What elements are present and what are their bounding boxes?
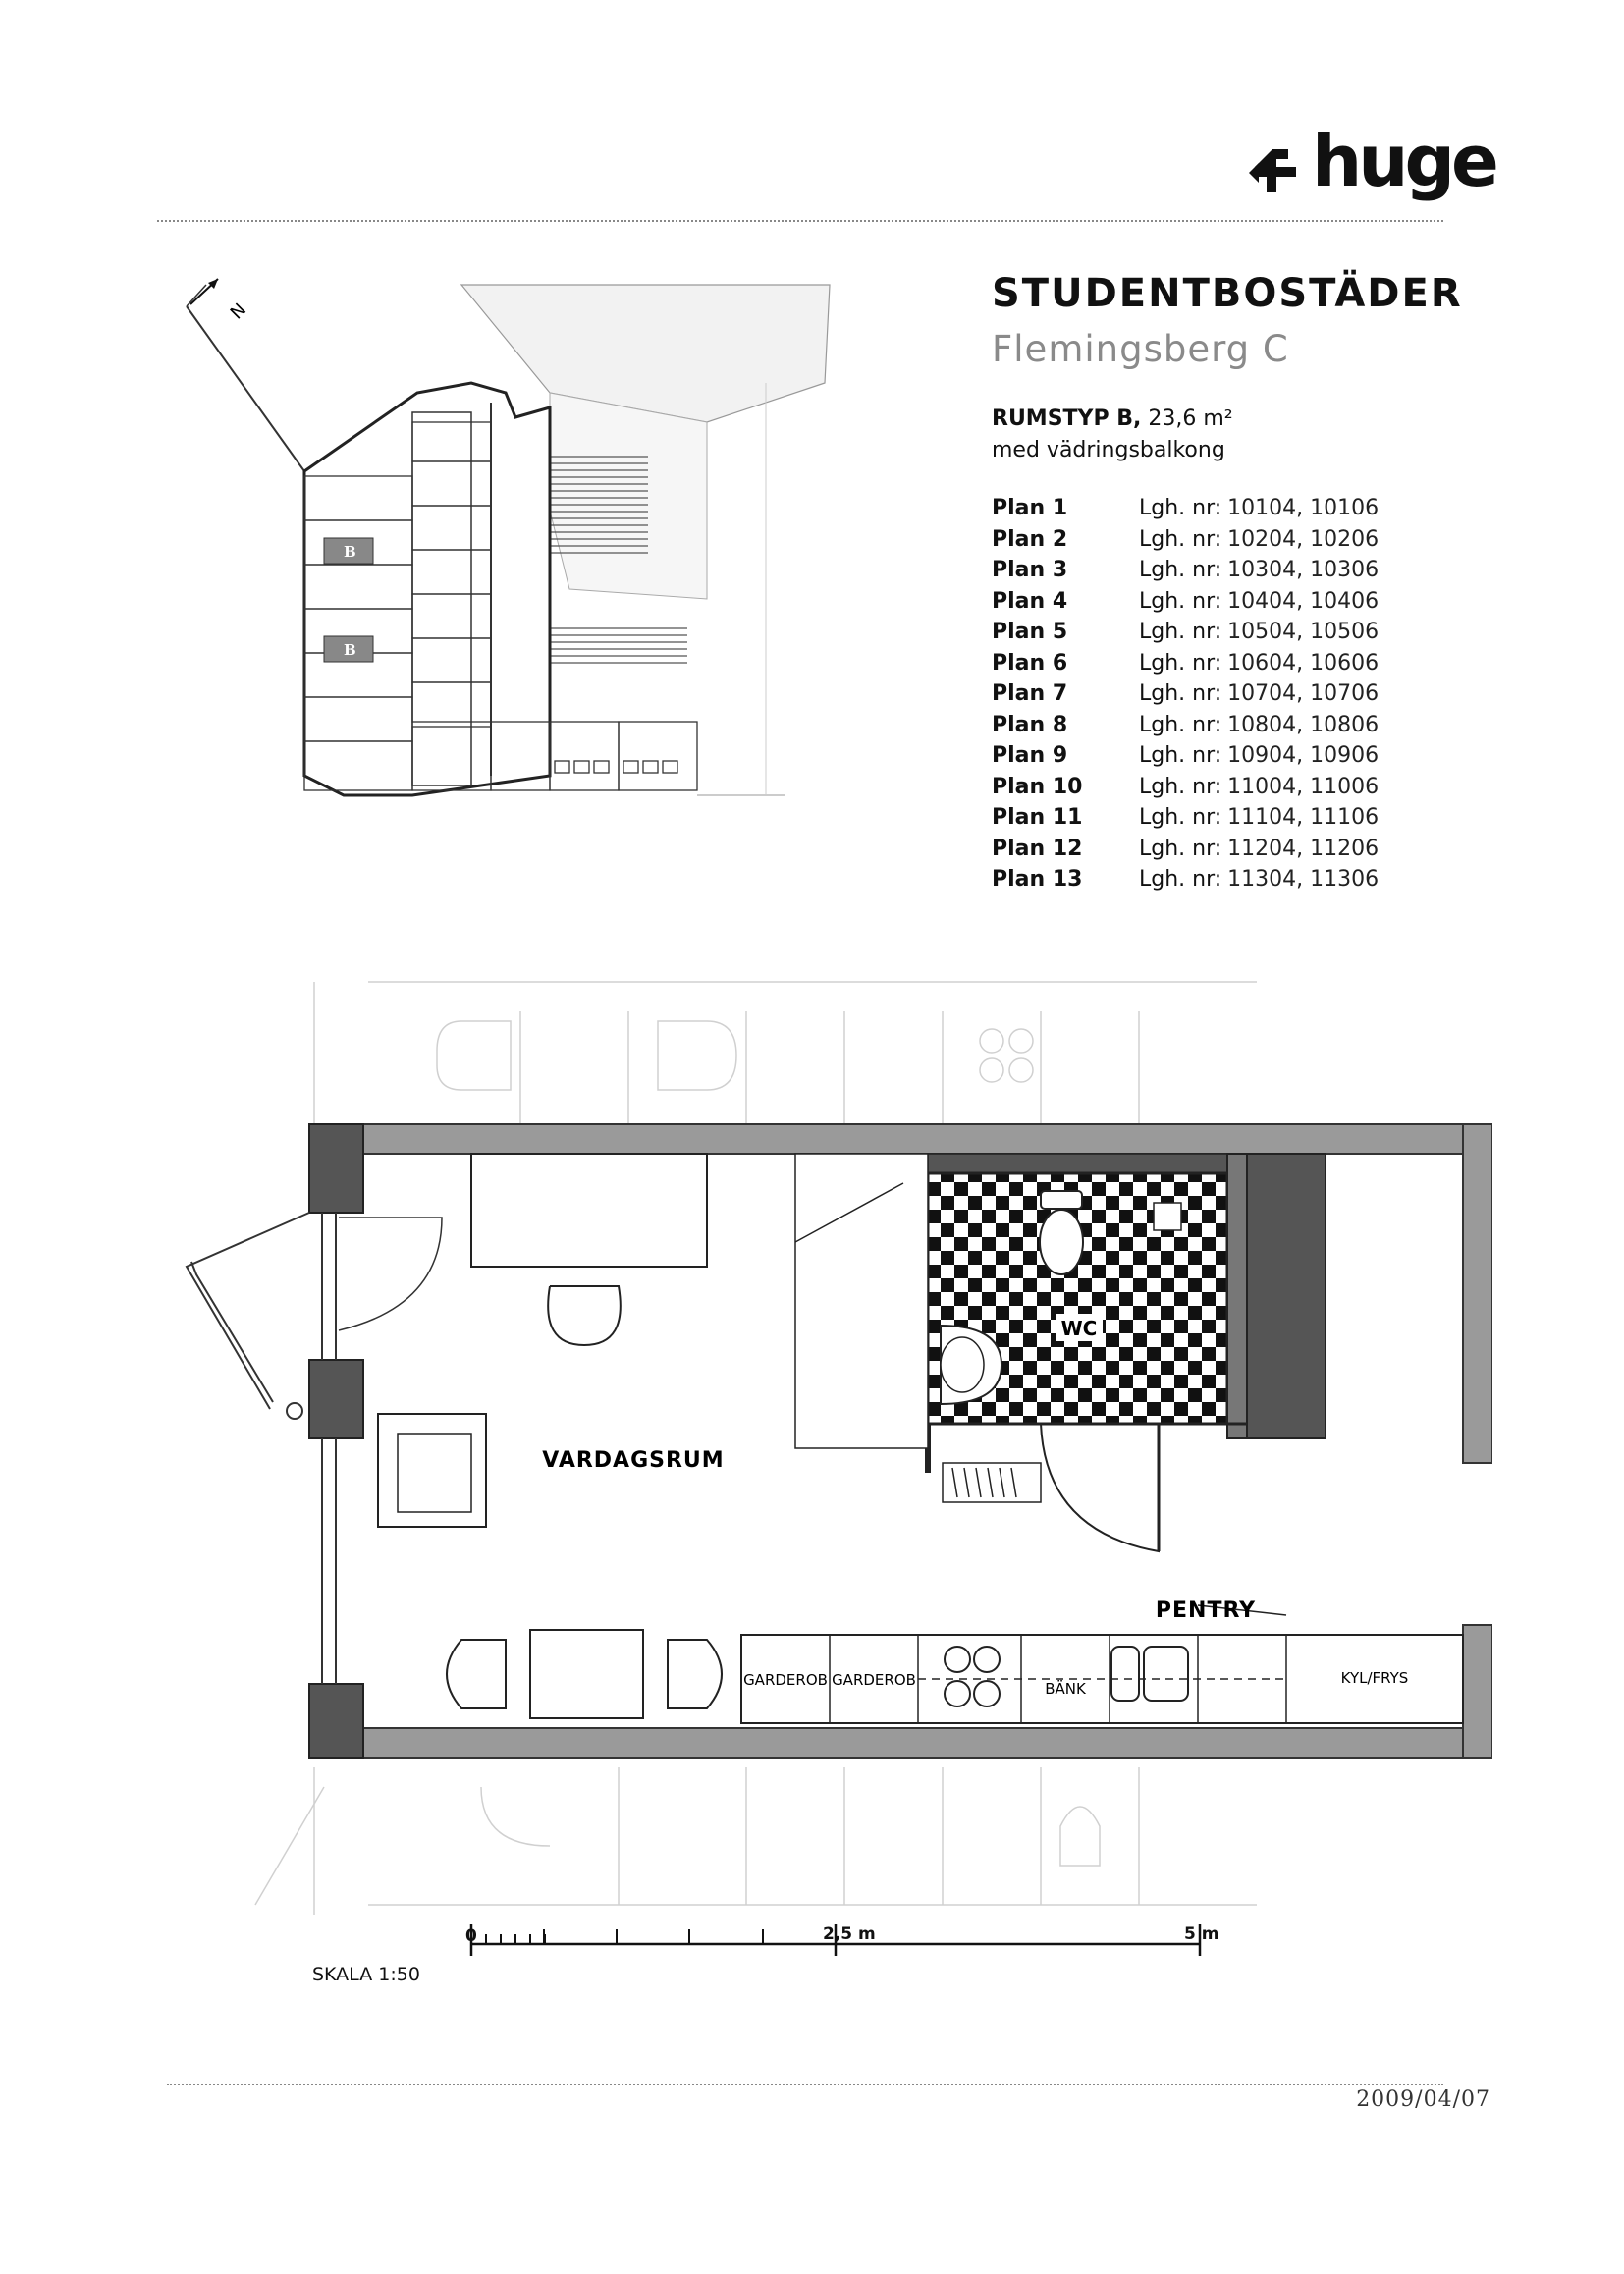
wc-label: WC bbox=[1060, 1317, 1098, 1340]
fridge-label: KYL/FRYS bbox=[1340, 1669, 1409, 1687]
plan-name: Plan 3 bbox=[992, 558, 1068, 583]
kitchen-label: PENTRY bbox=[1155, 1598, 1257, 1623]
plan-row bbox=[992, 740, 1424, 772]
plan-row bbox=[992, 678, 1424, 710]
plan-row bbox=[992, 864, 1424, 895]
plan-lgh-label: Lgh. nr: bbox=[1139, 712, 1222, 737]
plan-row bbox=[992, 524, 1424, 556]
plan-name: Plan 6 bbox=[992, 650, 1068, 676]
brand-name: huge bbox=[1312, 120, 1495, 202]
plan-lgh-label: Lgh. nr: bbox=[1139, 805, 1222, 831]
plan-row bbox=[992, 555, 1424, 586]
plan-apartment-numbers: 10804, 10806 bbox=[1227, 712, 1380, 737]
header-divider bbox=[157, 220, 1443, 222]
room-description: med vädringsbalkong bbox=[992, 438, 1225, 462]
plan-row bbox=[992, 710, 1424, 741]
plan-lgh-label: Lgh. nr: bbox=[1139, 836, 1222, 861]
plan-apartment-numbers: 10604, 10606 bbox=[1227, 650, 1380, 676]
room-area: 23,6 m² bbox=[1148, 406, 1233, 431]
plan-lgh-label: Lgh. nr: bbox=[1139, 496, 1222, 521]
living-room-label: VARDAGSRUM bbox=[542, 1448, 725, 1473]
plan-row bbox=[992, 586, 1424, 618]
plan-row bbox=[992, 772, 1424, 803]
north-label: N bbox=[226, 299, 251, 324]
plan-list bbox=[992, 493, 1424, 895]
plan-name: Plan 9 bbox=[992, 743, 1068, 769]
plan-lgh-label: Lgh. nr: bbox=[1139, 588, 1222, 614]
kitchen-sink-icon bbox=[1111, 1647, 1188, 1701]
scale-tick-0: 0 bbox=[465, 1926, 477, 1946]
plan-row bbox=[992, 802, 1424, 834]
plan-lgh-label: Lgh. nr: bbox=[1139, 620, 1222, 645]
plan-name: Plan 10 bbox=[992, 774, 1083, 799]
plan-apartment-numbers: 10904, 10906 bbox=[1227, 743, 1380, 769]
scale-tick-end: 5 m bbox=[1184, 1924, 1219, 1944]
key-plan bbox=[177, 265, 844, 815]
plan-apartment-numbers: 11004, 11006 bbox=[1227, 774, 1380, 799]
plan-apartment-numbers: 10104, 10106 bbox=[1227, 496, 1380, 521]
wardrobe-1-label: GARDEROB bbox=[743, 1671, 828, 1689]
scale-bar bbox=[461, 1915, 1208, 1974]
plan-name: Plan 2 bbox=[992, 526, 1068, 552]
plan-name: Plan 12 bbox=[992, 836, 1083, 861]
plan-row bbox=[992, 493, 1424, 524]
plan-apartment-numbers: 10404, 10406 bbox=[1227, 588, 1380, 614]
plan-lgh-label: Lgh. nr: bbox=[1139, 867, 1222, 893]
room-type-label: RUMSTYP B, bbox=[992, 406, 1142, 431]
document-date: 2009/04/07 bbox=[1356, 2087, 1490, 2112]
scale-label: SKALA 1:50 bbox=[312, 1964, 420, 1985]
plan-lgh-label: Lgh. nr: bbox=[1139, 650, 1222, 676]
footer-divider bbox=[167, 2084, 1443, 2085]
page-subtitle: Flemingsberg C bbox=[992, 328, 1289, 370]
scale-tick-mid: 2,5 m bbox=[823, 1924, 876, 1944]
plan-name: Plan 4 bbox=[992, 588, 1068, 614]
plan-lgh-label: Lgh. nr: bbox=[1139, 743, 1222, 769]
plan-name: Plan 13 bbox=[992, 867, 1083, 893]
plan-apartment-numbers: 11304, 11306 bbox=[1227, 867, 1380, 893]
plan-name: Plan 1 bbox=[992, 496, 1068, 521]
plan-lgh-label: Lgh. nr: bbox=[1139, 558, 1222, 583]
plan-name: Plan 7 bbox=[992, 681, 1068, 707]
plan-apartment-numbers: 11104, 11106 bbox=[1227, 805, 1380, 831]
unit-marker-b-1: B bbox=[344, 543, 356, 561]
plan-row bbox=[992, 648, 1424, 679]
page-title: STUDENTBOSTÄDER bbox=[992, 271, 1463, 316]
unit-marker-b-2: B bbox=[344, 641, 356, 659]
plan-apartment-numbers: 10304, 10306 bbox=[1227, 558, 1380, 583]
room-type bbox=[992, 406, 1233, 431]
plan-apartment-numbers: 11204, 11206 bbox=[1227, 836, 1380, 861]
floor-plan bbox=[157, 962, 1492, 1934]
wardrobe-2-label: GARDEROB bbox=[832, 1671, 916, 1689]
plan-apartment-numbers: 10504, 10506 bbox=[1227, 620, 1380, 645]
toilet-icon bbox=[1040, 1191, 1083, 1274]
plan-apartment-numbers: 10704, 10706 bbox=[1227, 681, 1380, 707]
plan-lgh-label: Lgh. nr: bbox=[1139, 681, 1222, 707]
plan-lgh-label: Lgh. nr: bbox=[1139, 774, 1222, 799]
plan-row bbox=[992, 834, 1424, 865]
north-arrow-icon bbox=[190, 279, 218, 304]
plan-name: Plan 5 bbox=[992, 620, 1068, 645]
counter-label: BÄNK bbox=[1045, 1680, 1086, 1698]
plan-lgh-label: Lgh. nr: bbox=[1139, 526, 1222, 552]
plan-name: Plan 8 bbox=[992, 712, 1068, 737]
plan-name: Plan 11 bbox=[992, 805, 1083, 831]
plan-row bbox=[992, 617, 1424, 648]
plan-apartment-numbers: 10204, 10206 bbox=[1227, 526, 1380, 552]
